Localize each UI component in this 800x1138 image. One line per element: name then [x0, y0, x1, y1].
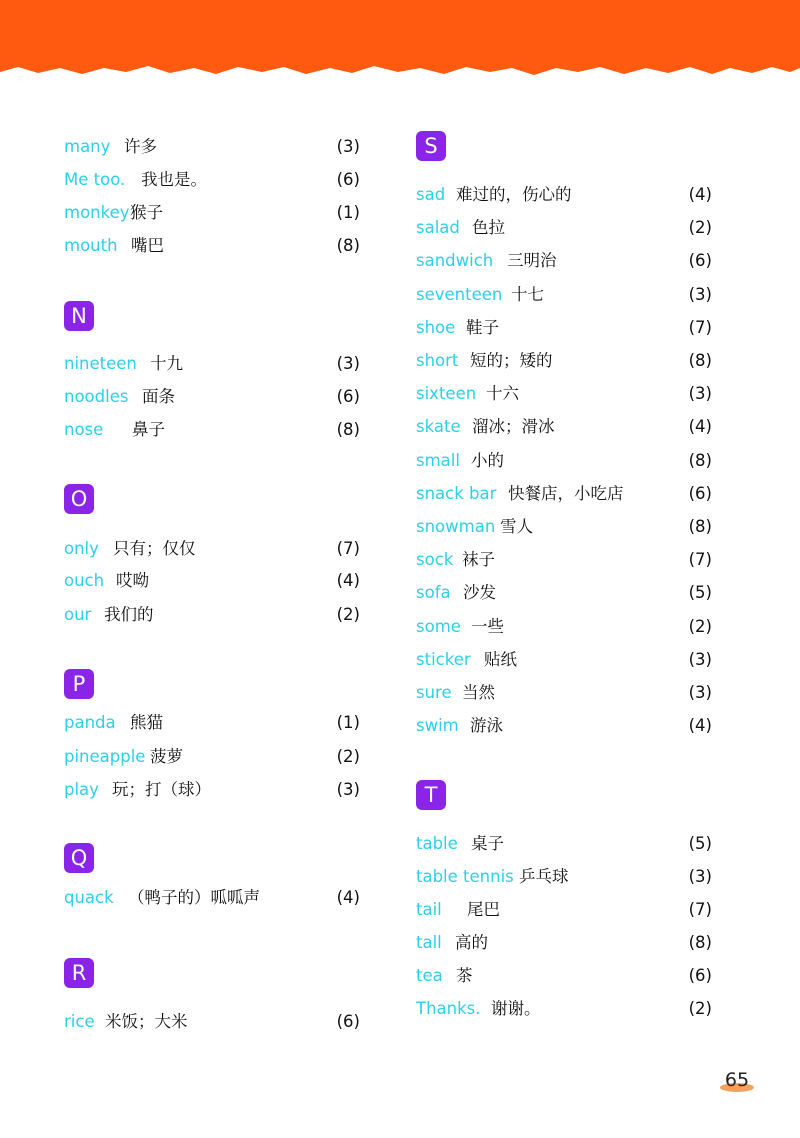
unit-number: (8): [688, 351, 712, 370]
unit-number: (5): [688, 834, 712, 853]
section-letter-n: N: [64, 301, 94, 331]
unit-number: (4): [688, 417, 712, 436]
glossary-entry: [416, 997, 712, 1021]
english-word: rice: [64, 1012, 95, 1031]
unit-number: (3): [336, 354, 360, 373]
section-letter-q: Q: [64, 843, 94, 873]
glossary-entry: [64, 778, 360, 802]
chinese-meaning: 玩；打（球）: [112, 780, 211, 799]
chinese-meaning: 游泳: [470, 716, 503, 735]
english-word: table tennis: [416, 867, 514, 886]
glossary-entry: [416, 865, 712, 889]
glossary-entry: [64, 201, 360, 225]
unit-number: (1): [336, 203, 360, 222]
section-letter-r: R: [64, 958, 94, 988]
english-word: Thanks.: [416, 999, 481, 1018]
unit-number: (2): [688, 218, 712, 237]
chinese-meaning: 色拉: [472, 218, 505, 237]
chinese-meaning: 猴子: [130, 203, 163, 222]
english-word: play: [64, 780, 99, 799]
chinese-meaning: 哎呦: [116, 571, 149, 590]
glossary-entry: [64, 234, 360, 258]
chinese-meaning: 鼻子: [132, 420, 165, 439]
unit-number: (4): [688, 185, 712, 204]
glossary-entry: [64, 537, 360, 561]
glossary-entry: [416, 615, 712, 639]
chinese-meaning: 快餐店，小吃店: [508, 484, 624, 503]
chinese-meaning: （鸭子的）呱呱声: [128, 888, 260, 907]
english-word: quack: [64, 888, 114, 907]
english-word: our: [64, 605, 92, 624]
unit-number: (3): [336, 780, 360, 799]
english-word: sock: [416, 550, 454, 569]
glossary-entry: [64, 385, 360, 409]
unit-number: (7): [688, 550, 712, 569]
chinese-meaning: 袜子: [462, 550, 495, 569]
english-word: sofa: [416, 583, 451, 602]
section-letter-o: O: [64, 484, 94, 514]
english-word: seventeen: [416, 285, 503, 304]
english-word: small: [416, 451, 460, 470]
glossary-entry: [416, 283, 712, 307]
page-number-label: 65: [724, 1069, 750, 1091]
english-word: snack bar: [416, 484, 497, 503]
glossary-entry: [64, 569, 360, 593]
glossary-entry: [416, 714, 712, 738]
unit-number: (8): [336, 236, 360, 255]
unit-number: (4): [336, 571, 360, 590]
english-word: sad: [416, 185, 446, 204]
english-word: skate: [416, 417, 461, 436]
chinese-meaning: 茶: [456, 966, 473, 985]
unit-number: (3): [688, 650, 712, 669]
glossary-entry: [416, 482, 712, 506]
english-word: mouth: [64, 236, 118, 255]
glossary-entry: [416, 515, 712, 539]
unit-number: (4): [688, 716, 712, 735]
glossary-entry: [416, 316, 712, 340]
english-word: salad: [416, 218, 460, 237]
glossary-entry: [416, 832, 712, 856]
english-word: tea: [416, 966, 443, 985]
unit-number: (6): [336, 170, 360, 189]
unit-number: (6): [688, 484, 712, 503]
english-word: sixteen: [416, 384, 477, 403]
glossary-entry: [64, 886, 360, 910]
unit-number: (3): [336, 137, 360, 156]
chinese-meaning: 菠萝: [150, 747, 183, 766]
chinese-meaning: 十九: [150, 354, 183, 373]
glossary-entry: [64, 745, 360, 769]
chinese-meaning: 沙发: [463, 583, 496, 602]
page-number: [718, 1067, 758, 1093]
unit-number: (3): [688, 285, 712, 304]
english-word: nose: [64, 420, 104, 439]
english-word: monkey: [64, 203, 130, 222]
section-letter-t: T: [416, 780, 446, 810]
glossary-entry: [416, 548, 712, 572]
unit-number: (6): [688, 251, 712, 270]
english-word: many: [64, 137, 111, 156]
english-word: nineteen: [64, 354, 137, 373]
chinese-meaning: 小的: [471, 451, 504, 470]
chinese-meaning: 熊猫: [130, 713, 163, 732]
glossary-entry: [416, 183, 712, 207]
glossary-entry: [64, 711, 360, 735]
unit-number: (6): [336, 387, 360, 406]
english-word: tall: [416, 933, 442, 952]
unit-number: (2): [688, 999, 712, 1018]
chinese-meaning: 溜冰；滑冰: [472, 417, 555, 436]
chinese-meaning: 鞋子: [466, 318, 499, 337]
unit-number: (2): [336, 605, 360, 624]
unit-number: (8): [336, 420, 360, 439]
chinese-meaning: 难过的，伤心的: [456, 185, 572, 204]
unit-number: (3): [688, 384, 712, 403]
top-banner: [0, 0, 800, 80]
glossary-entry: [416, 964, 712, 988]
glossary-entry: [64, 168, 360, 192]
glossary-entry: [416, 648, 712, 672]
unit-number: (7): [336, 539, 360, 558]
chinese-meaning: 十七: [511, 285, 544, 304]
unit-number: (8): [688, 933, 712, 952]
english-word: only: [64, 539, 99, 558]
banner-shape: [0, 0, 800, 75]
chinese-meaning: 尾巴: [467, 900, 500, 919]
glossary-entry: [64, 1010, 360, 1034]
glossary-entry: [416, 931, 712, 955]
glossary-entry: [416, 216, 712, 240]
chinese-meaning: 米饭；大米: [105, 1012, 188, 1031]
glossary-entry: [416, 349, 712, 373]
unit-number: (7): [688, 900, 712, 919]
chinese-meaning: 贴纸: [484, 650, 517, 669]
english-word: shoe: [416, 318, 456, 337]
unit-number: (8): [688, 517, 712, 536]
chinese-meaning: 乒乓球: [519, 867, 569, 886]
english-word: tail: [416, 900, 442, 919]
english-word: short: [416, 351, 459, 370]
unit-number: (6): [336, 1012, 360, 1031]
glossary-entry: [416, 449, 712, 473]
chinese-meaning: 我们的: [104, 605, 154, 624]
chinese-meaning: 许多: [124, 137, 157, 156]
unit-number: (6): [688, 966, 712, 985]
unit-number: (2): [688, 617, 712, 636]
english-word: pineapple: [64, 747, 146, 766]
english-word: sure: [416, 683, 452, 702]
section-letter-p: P: [64, 669, 94, 699]
chinese-meaning: 桌子: [471, 834, 504, 853]
english-word: Me too.: [64, 170, 126, 189]
unit-number: (3): [688, 683, 712, 702]
chinese-meaning: 面条: [142, 387, 175, 406]
glossary-entry: [416, 581, 712, 605]
english-word: ouch: [64, 571, 105, 590]
english-word: swim: [416, 716, 459, 735]
glossary-entry: [64, 603, 360, 627]
chinese-meaning: 只有；仅仅: [113, 539, 196, 558]
unit-number: (8): [688, 451, 712, 470]
glossary-entry: [416, 415, 712, 439]
english-word: panda: [64, 713, 116, 732]
unit-number: (3): [688, 867, 712, 886]
unit-number: (1): [336, 713, 360, 732]
chinese-meaning: 短的；矮的: [470, 351, 553, 370]
english-word: sticker: [416, 650, 471, 669]
chinese-meaning: 我也是。: [141, 170, 207, 189]
english-word: sandwich: [416, 251, 494, 270]
unit-number: (7): [688, 318, 712, 337]
chinese-meaning: 三明治: [507, 251, 557, 270]
chinese-meaning: 当然: [462, 683, 495, 702]
glossary-entry: [416, 249, 712, 273]
chinese-meaning: 一些: [471, 617, 504, 636]
unit-number: (5): [688, 583, 712, 602]
chinese-meaning: 雪人: [500, 517, 533, 536]
glossary-entry: [416, 898, 712, 922]
english-word: snowman: [416, 517, 496, 536]
chinese-meaning: 高的: [455, 933, 488, 952]
unit-number: (4): [336, 888, 360, 907]
glossary-entry: [416, 681, 712, 705]
english-word: table: [416, 834, 458, 853]
chinese-meaning: 十六: [486, 384, 519, 403]
chinese-meaning: 谢谢。: [491, 999, 541, 1018]
section-letter-s: S: [416, 131, 446, 161]
glossary-entry: [416, 382, 712, 406]
unit-number: (2): [336, 747, 360, 766]
chinese-meaning: 嘴巴: [131, 236, 164, 255]
glossary-entry: [64, 135, 360, 159]
english-word: noodles: [64, 387, 129, 406]
glossary-entry: [64, 352, 360, 376]
english-word: some: [416, 617, 461, 636]
glossary-entry: [64, 418, 360, 442]
